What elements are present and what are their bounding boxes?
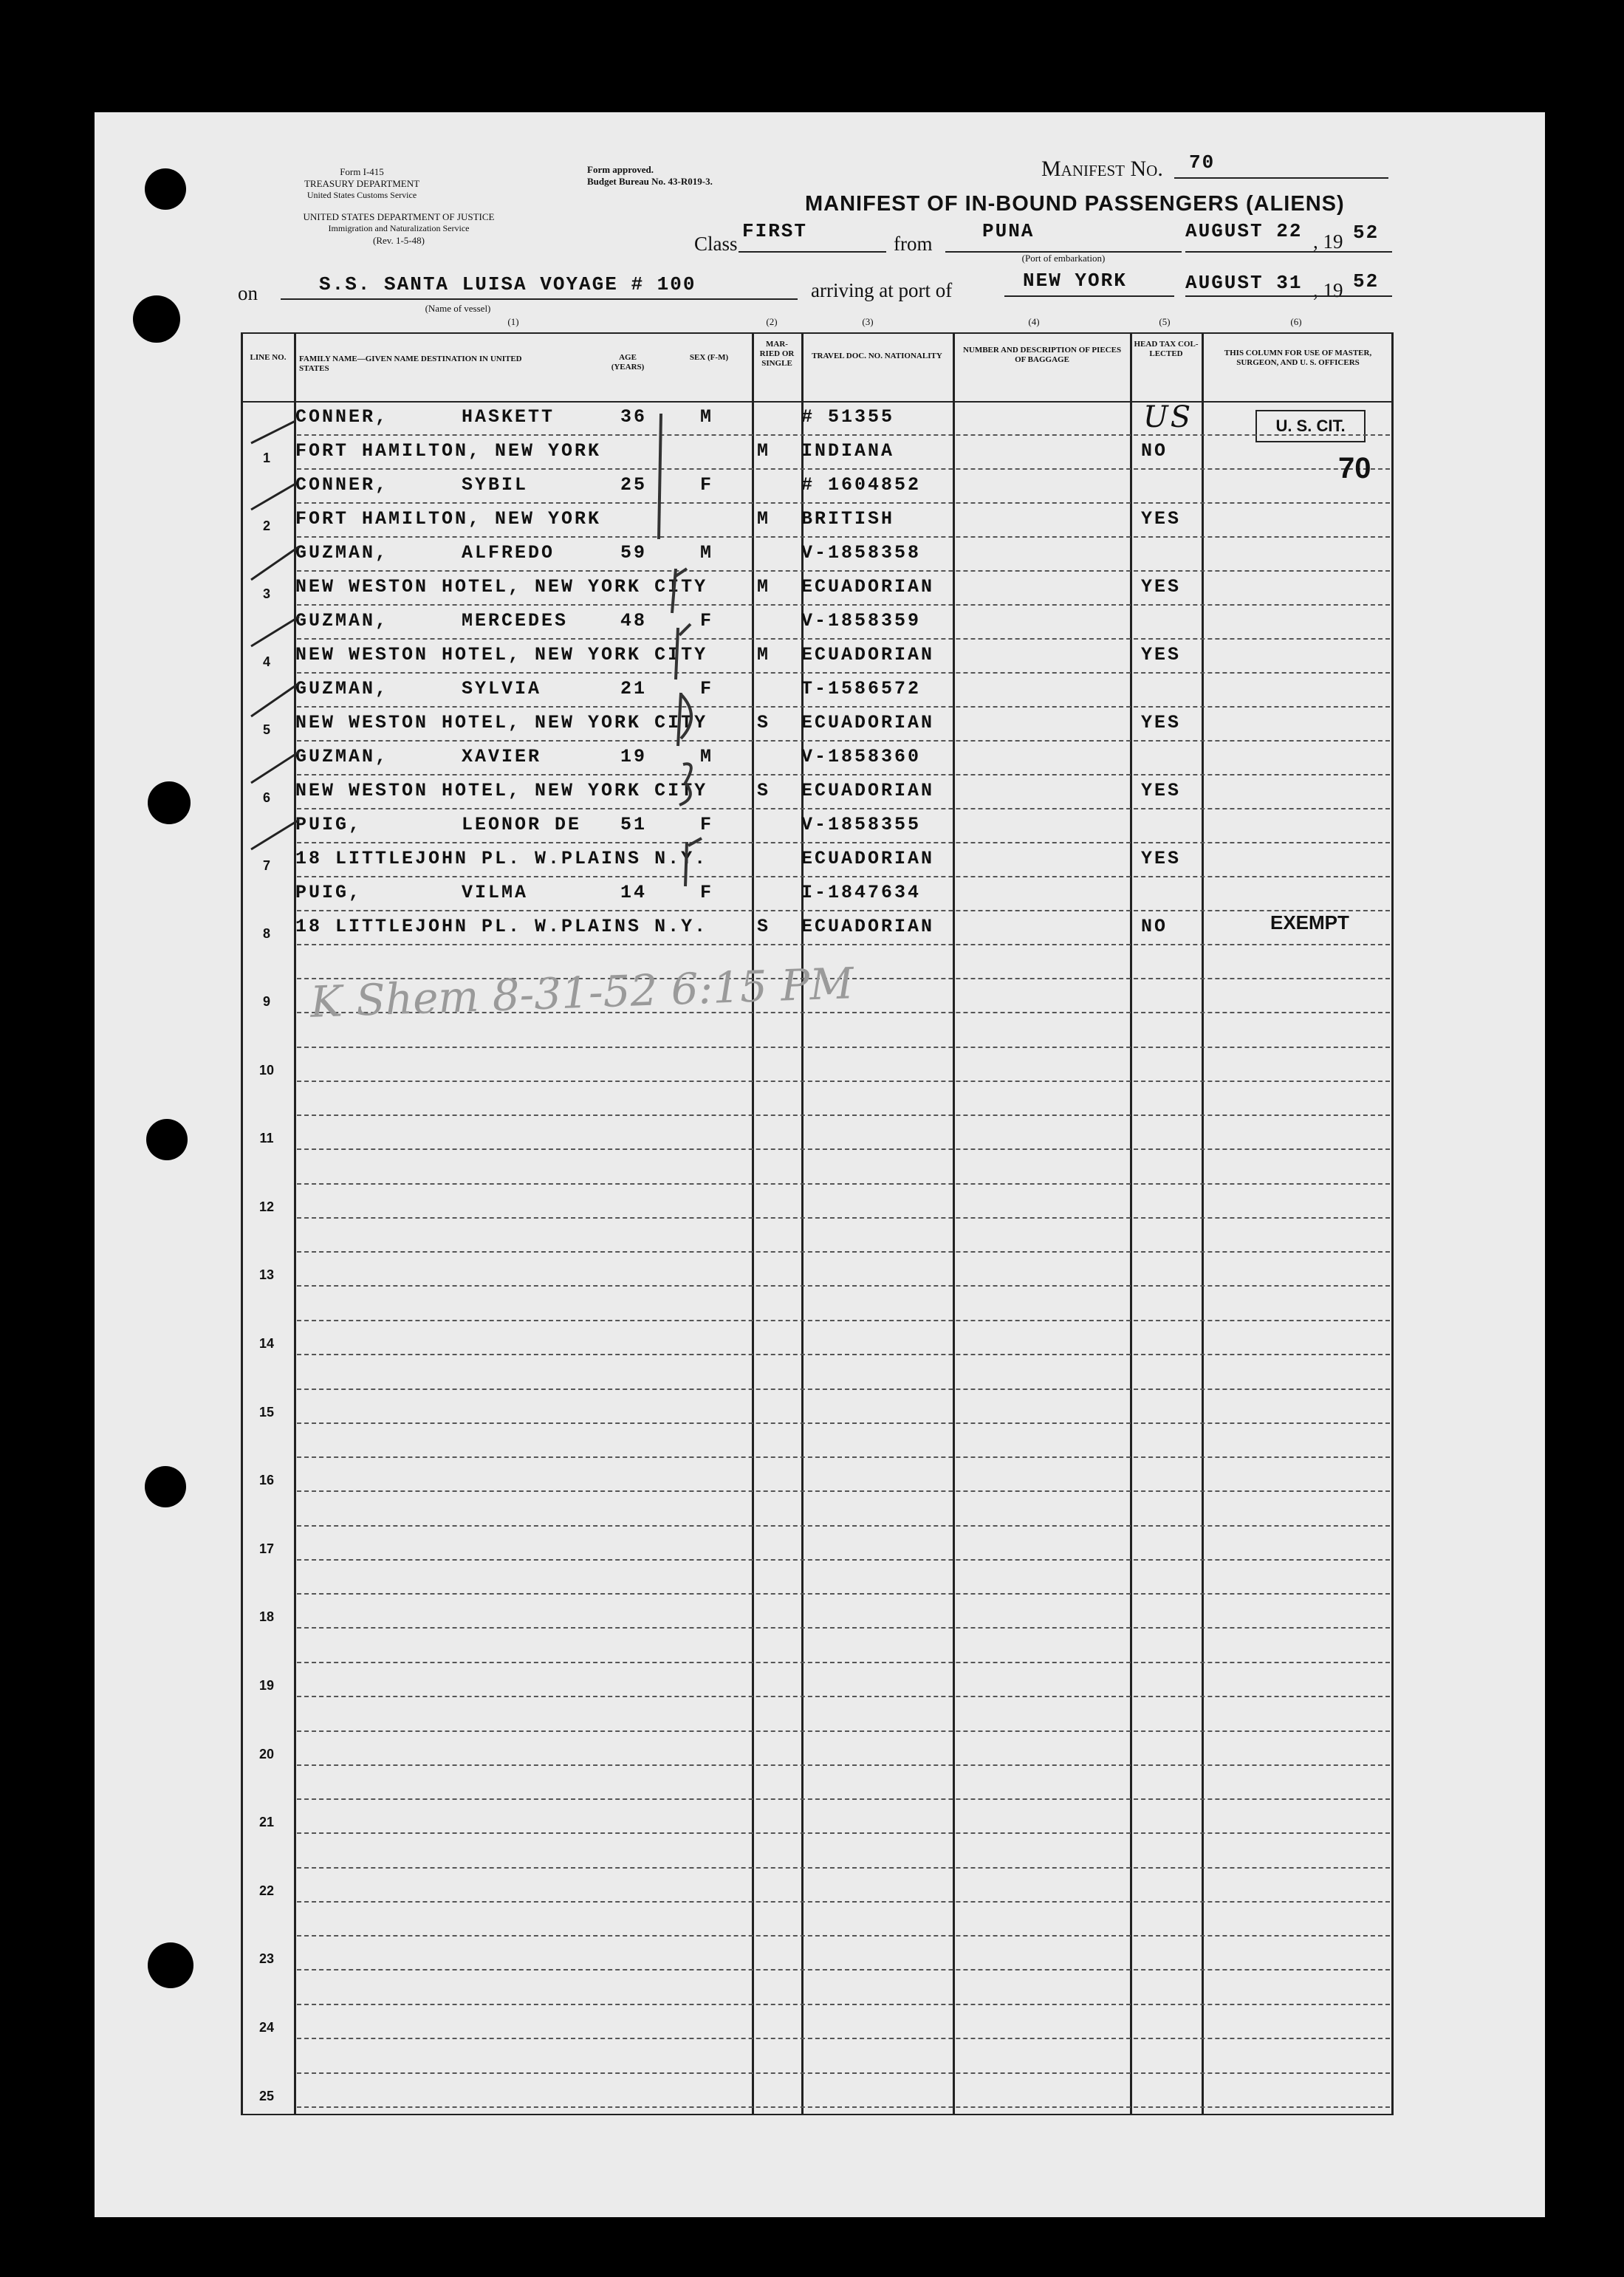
marital-status: S — [757, 712, 771, 733]
family-name: PUIG, — [295, 814, 363, 835]
year-prefix-2: , 19 — [1313, 279, 1343, 301]
year-prefix-1: , 19 — [1313, 230, 1343, 253]
line-number: 25 — [258, 2088, 275, 2103]
punch-hole — [146, 1119, 188, 1160]
arrival-year: 52 — [1353, 270, 1380, 292]
family-name: GUZMAN, — [295, 746, 389, 767]
col-header-travel-doc: TRAVEL DOC. NO. NATIONALITY — [812, 352, 942, 360]
marital-status: M — [757, 644, 771, 665]
sex: F — [700, 678, 714, 699]
nationality: ECUADORIAN — [801, 848, 935, 869]
family-name: GUZMAN, — [295, 678, 389, 699]
class-value: FIRST — [742, 220, 808, 242]
destination: FORT HAMILTON, NEW YORK — [295, 440, 602, 462]
col-header-age: AGE (YEARS) — [611, 353, 645, 371]
form-approved: Form approved. — [587, 164, 654, 175]
nationality: ECUADORIAN — [801, 576, 935, 598]
line-number: 24 — [258, 2020, 275, 2035]
head-tax: YES — [1141, 780, 1182, 801]
col-header-line-no: LINE NO. — [250, 353, 287, 362]
officer-note-2: 70 — [1338, 452, 1371, 484]
form-dept: TREASURY DEPARTMENT — [304, 178, 420, 189]
form-number: Form I-415 — [340, 166, 384, 177]
travel-doc-no: I-1847634 — [801, 882, 922, 903]
destination: NEW WESTON HOTEL, NEW YORK CITY — [295, 576, 708, 598]
col-num-4: (4) — [1028, 316, 1040, 327]
line-number: 20 — [258, 1746, 275, 1761]
line-number: 3 — [262, 586, 270, 601]
col-num-5: (5) — [1159, 316, 1171, 327]
head-tax: YES — [1141, 712, 1182, 733]
line-number: 15 — [258, 1404, 275, 1420]
col-header-officers: THIS COLUMN FOR USE OF MASTER, SURGEON, AND U. S. OFFICERS — [1224, 349, 1372, 367]
manifest-no-label: Manifest No. — [1041, 157, 1163, 181]
line-number: 5 — [262, 722, 270, 737]
destination: NEW WESTON HOTEL, NEW YORK CITY — [295, 780, 708, 801]
nationality: BRITISH — [801, 508, 895, 530]
on-label: on — [238, 282, 258, 304]
line-number: 4 — [262, 654, 270, 669]
marital-status: M — [757, 576, 771, 598]
sex: F — [700, 814, 714, 835]
line-number: 13 — [258, 1267, 275, 1283]
head-tax: YES — [1141, 576, 1182, 598]
family-name: GUZMAN, — [295, 542, 389, 564]
line-number: 23 — [258, 1951, 275, 1967]
punch-hole — [145, 1466, 186, 1507]
line-number: 6 — [262, 790, 270, 805]
travel-doc-no: # 1604852 — [801, 474, 922, 496]
head-tax: NO — [1141, 916, 1168, 937]
destination: NEW WESTON HOTEL, NEW YORK CITY — [295, 644, 708, 665]
age: 59 — [620, 542, 648, 564]
line-number: 22 — [258, 1883, 275, 1898]
port-embarkation-label: (Port of embarkation) — [1021, 253, 1106, 264]
from-value: PUNA — [982, 220, 1035, 242]
head-tax: YES — [1141, 644, 1182, 665]
line-number: 19 — [258, 1678, 275, 1693]
line-number: 18 — [258, 1609, 275, 1625]
page-title: MANIFEST OF IN-BOUND PASSENGERS (ALIENS) — [805, 192, 1345, 216]
sex: F — [700, 474, 714, 496]
head-tax-note: US — [1143, 400, 1193, 434]
punch-hole — [145, 168, 186, 210]
destination: FORT HAMILTON, NEW YORK — [295, 508, 602, 530]
line-number: 17 — [258, 1541, 275, 1556]
age: 14 — [620, 882, 648, 903]
line-number: 8 — [262, 926, 270, 941]
line-number: 1 — [262, 451, 270, 465]
manifest-no-value: 70 — [1189, 151, 1216, 174]
from-label: from — [894, 233, 933, 255]
line-number: 12 — [258, 1199, 275, 1214]
nationality: ECUADORIAN — [801, 644, 935, 665]
col-header-head-tax: HEAD TAX COL- LECTED — [1134, 340, 1199, 358]
given-name: SYLVIA — [462, 678, 542, 699]
family-name: CONNER, — [295, 406, 389, 428]
travel-doc-no: # 51355 — [801, 406, 895, 428]
head-tax: YES — [1141, 848, 1182, 869]
pencil-marks — [643, 414, 731, 931]
given-name: SYBIL — [462, 474, 529, 496]
vessel-label: (Name of vessel) — [425, 303, 491, 314]
line-number: 14 — [258, 1336, 275, 1351]
travel-doc-no: V-1858358 — [801, 542, 922, 564]
form-rev: (Rev. 1-5-48) — [373, 235, 425, 246]
sex: F — [700, 610, 714, 631]
age: 25 — [620, 474, 648, 496]
form-doj: UNITED STATES DEPARTMENT OF JUSTICE — [303, 211, 495, 222]
col-header-baggage: NUMBER AND DESCRIPTION OF PIECES OF BAGGAGE — [962, 346, 1122, 364]
destination: 18 LITTLEJOHN PL. W.PLAINS N.Y. — [295, 916, 708, 937]
age: 19 — [620, 746, 648, 767]
travel-doc-no: V-1858360 — [801, 746, 922, 767]
destination: NEW WESTON HOTEL, NEW YORK CITY — [295, 712, 708, 733]
line-number: 10 — [258, 1062, 275, 1078]
head-tax: NO — [1141, 440, 1168, 462]
punch-hole — [148, 781, 191, 824]
family-name: GUZMAN, — [295, 610, 389, 631]
handwritten-annotation: K Shem 8-31-52 6:15 PM — [309, 958, 854, 1027]
age: 36 — [620, 406, 648, 428]
marital-status: S — [757, 916, 771, 937]
travel-doc-no: T-1586572 — [801, 678, 922, 699]
vessel-name: S.S. SANTA LUISA VOYAGE # 100 — [319, 273, 696, 295]
col-header-name: FAMILY NAME—GIVEN NAME DESTINATION IN UNITED STATES — [299, 355, 522, 373]
form-budget: Budget Bureau No. 43-R019-3. — [587, 176, 713, 187]
given-name: MERCEDES — [462, 610, 569, 631]
travel-doc-no: V-1858355 — [801, 814, 922, 835]
col-num-2: (2) — [766, 316, 778, 327]
arriving-label: arriving at port of — [811, 279, 953, 301]
family-name: PUIG, — [295, 882, 363, 903]
sex: M — [700, 746, 714, 767]
col-header-married: MAR- RIED OR SINGLE — [759, 340, 795, 368]
marital-status: M — [757, 440, 771, 462]
given-name: XAVIER — [462, 746, 542, 767]
age: 21 — [620, 678, 648, 699]
sex: M — [700, 406, 714, 428]
nationality: ECUADORIAN — [801, 712, 935, 733]
arrival-date: AUGUST 31 — [1185, 272, 1303, 294]
departure-year: 52 — [1353, 222, 1380, 244]
family-name: CONNER, — [295, 474, 389, 496]
line-number: 9 — [262, 994, 270, 1009]
col-header-sex: SEX (F-M) — [689, 353, 729, 362]
col-num-6: (6) — [1290, 316, 1302, 327]
arrival-port: NEW YORK — [1023, 270, 1127, 292]
class-label: Class — [694, 233, 738, 255]
nationality: ECUADORIAN — [801, 780, 935, 801]
form-ins: Immigration and Naturalization Service — [328, 223, 470, 233]
sex: M — [700, 542, 714, 564]
nationality: ECUADORIAN — [801, 916, 935, 937]
given-name: LEONOR DE — [462, 814, 582, 835]
marital-status: M — [757, 508, 771, 530]
officer-note: EXEMPT — [1270, 911, 1349, 934]
sex: F — [700, 882, 714, 903]
officer-stamp: U. S. CIT. — [1255, 410, 1366, 442]
head-tax: YES — [1141, 508, 1182, 530]
col-num-3: (3) — [862, 316, 874, 327]
given-name: ALFREDO — [462, 542, 555, 564]
age: 51 — [620, 814, 648, 835]
given-name: HASKETT — [462, 406, 555, 428]
departure-date: AUGUST 22 — [1185, 220, 1303, 242]
line-number: 11 — [259, 1131, 274, 1146]
form-service: United States Customs Service — [306, 190, 417, 200]
nationality: INDIANA — [801, 440, 895, 462]
line-number: 21 — [258, 1815, 275, 1830]
destination: 18 LITTLEJOHN PL. W.PLAINS N.Y. — [295, 848, 708, 869]
travel-doc-no: V-1858359 — [801, 610, 922, 631]
line-number: 7 — [262, 858, 270, 873]
col-num-1: (1) — [507, 316, 519, 327]
given-name: VILMA — [462, 882, 529, 903]
check-marks — [244, 399, 362, 886]
marital-status: S — [757, 780, 771, 801]
line-number: 16 — [258, 1473, 275, 1488]
punch-hole — [133, 295, 180, 343]
punch-hole — [148, 1942, 193, 1988]
age: 48 — [620, 610, 648, 631]
line-number: 2 — [262, 518, 270, 533]
